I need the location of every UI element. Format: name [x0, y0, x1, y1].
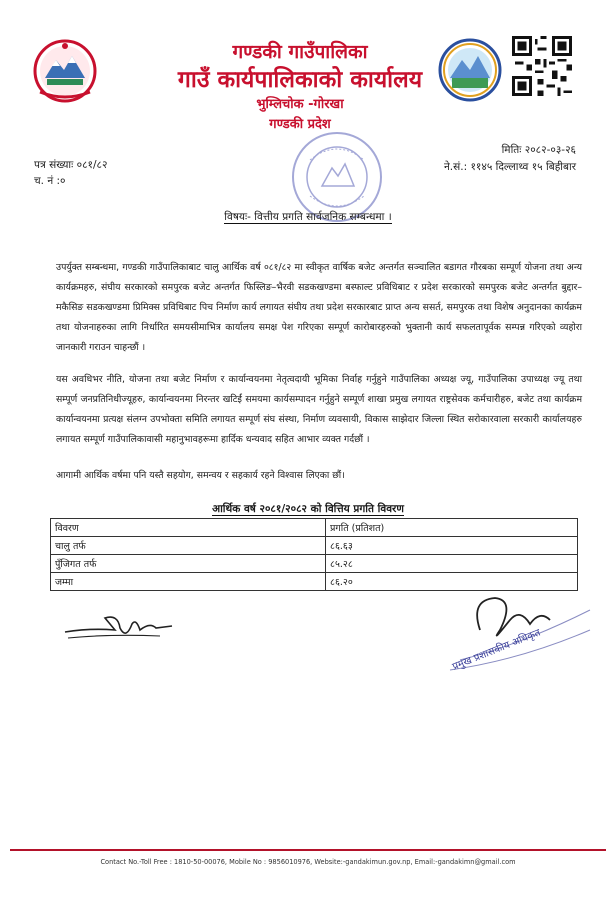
table-row	[51, 537, 578, 555]
table-title-text: आर्थिक वर्ष २०८१/२०८२ को वित्तिय प्रगति विवरण	[212, 503, 404, 515]
table-header-cell: प्रगति (प्रतिशत)	[326, 519, 578, 537]
table-row	[51, 555, 578, 573]
table-row	[51, 573, 578, 591]
table-cell: जम्मा	[51, 573, 326, 591]
signature-left-icon	[60, 610, 180, 650]
nepal-sambat-date: ने.सं.: ११४५ दिल्लाथ्व १५ बिहीबार	[443, 161, 576, 173]
letter-subject	[0, 210, 616, 224]
signature-right-icon	[440, 590, 600, 680]
municipality-name: गण्डकी गाउँपालिका	[232, 41, 368, 63]
office-address: भुम्लिचोक -गोरखा	[256, 97, 344, 112]
footer-divider	[10, 849, 606, 851]
footer-contact: Contact No.-Toll Free : 1810-50-00076, Mobile No : 9856010976, Website:-gandakimun.gov.np, Email:-gandakimn@gmail.com	[100, 858, 516, 866]
paragraph-intro: उपर्युक्त सम्बन्धमा, गण्डकी गाउँपालिकाबाट चालु आर्थिक वर्ष ०८१/८२ मा स्वीकृत वार्षिक बजेट अन्तर्गत सञ्चालित बडागत गौरबका सम्पूर्ण योजना तथा अन्य कार्यक्रमहरु, संघीय सरकारको समपुरक बजेट अन्तर्गत फिस्लिङ–भैरवी सडकखण्डमा बस्फाल्ट प्रविधिबाट र प्रदेश सरकारको समपुरक बजेट अन्तर्गत बुद्दार–मकैसिङ सडकखण्डमा प्रिमिक्स प्रविधिबाट पिच निर्माण कार्य लगायत संघीय तथा प्रदेश सरकारबाट प्राप्त अन्य ससर्त, समपुरक तथा विशेष अनुदानका कार्यक्रम तथा योजनाहरुका लागि निर्धारित समयसीमाभित्र कार्यालय समक्ष पेश गरिएका सम्पूर्ण कारोबारहरुको भुक्तानी कार्य सफलतापूर्वक सम्पन्न गरिएको व्यहोरा जानकारी गराउन चाहन्छौं ।	[56, 262, 582, 353]
nepal-emblem-icon	[30, 36, 100, 106]
subject-text: विषयः- वित्तीय प्रगति सार्वजनिक सम्बन्धमा ।	[224, 211, 392, 223]
table-cell: पुँजिगत तर्फ	[51, 555, 326, 573]
letter-reference: पत्र संख्याः ०८१/८२	[34, 159, 108, 171]
table-cell: ८५.२८	[326, 555, 578, 573]
paragraph-thanks: यस अवधिभर नीति, योजना तथा बजेट निर्माण र कार्यान्वयनमा नेतृत्वदायी भूमिका निर्वाह गर्नुहुने गाउँपालिका अध्यक्ष ज्यू, गाउँपालिका उपाध्यक्ष ज्यू तथा सम्पूर्ण जनप्रतिनिधीज्यूहरु, कार्यान्वयनमा निरन्तर खटिर्ई समयमा कार्यसम्पादन गर्नुहुने सम्पूर्ण शाखा प्रमुख लगायत राष्ट्रसेवक कर्मचारीहरु, बजेट तथा कार्यक्रम कार्यान्वयनमा प्रत्यक्ष संलग्न उपभोक्ता समिति लगायत सम्पूर्ण संघ संस्था, निर्माण व्यवसायी, विकास साझेदार जिल्ला स्थित सरोकारवाला सरकारी कार्यालयहरु लगायत सम्पूर्ण गाउँपालिकावासी महानुभावहरूमा हार्दिक धन्यवाद सहित आभार व्यक्त गर्दछौं ।	[56, 374, 582, 445]
table-cell: ८६.२०	[326, 573, 578, 591]
letter-date: मितिः २०८२-०३-२६	[501, 144, 576, 156]
province-name: गण्डकी प्रदेश	[269, 117, 331, 132]
signature-title-text: प्रमुख प्रशासकीय अधिकृत	[451, 627, 543, 673]
office-name: गाउँ कार्यपालिकाको कार्यालय	[177, 67, 423, 93]
dispatch-number: च. नं :०	[34, 175, 66, 187]
qr-code-icon	[512, 36, 572, 96]
paragraph-closing: आगामी आर्थिक वर्षमा पनि यस्तै सहयोग, समन्वय र सहकार्य रहने विश्वास लिएका छौं।	[56, 470, 345, 481]
table-header-row	[51, 519, 578, 537]
municipality-logo-icon	[438, 38, 502, 102]
table-cell: ८६.६३	[326, 537, 578, 555]
table-header-cell: विवरण	[51, 519, 326, 537]
table-title	[0, 502, 616, 516]
table-cell: चालु तर्फ	[51, 537, 326, 555]
financial-progress-table	[50, 518, 578, 591]
